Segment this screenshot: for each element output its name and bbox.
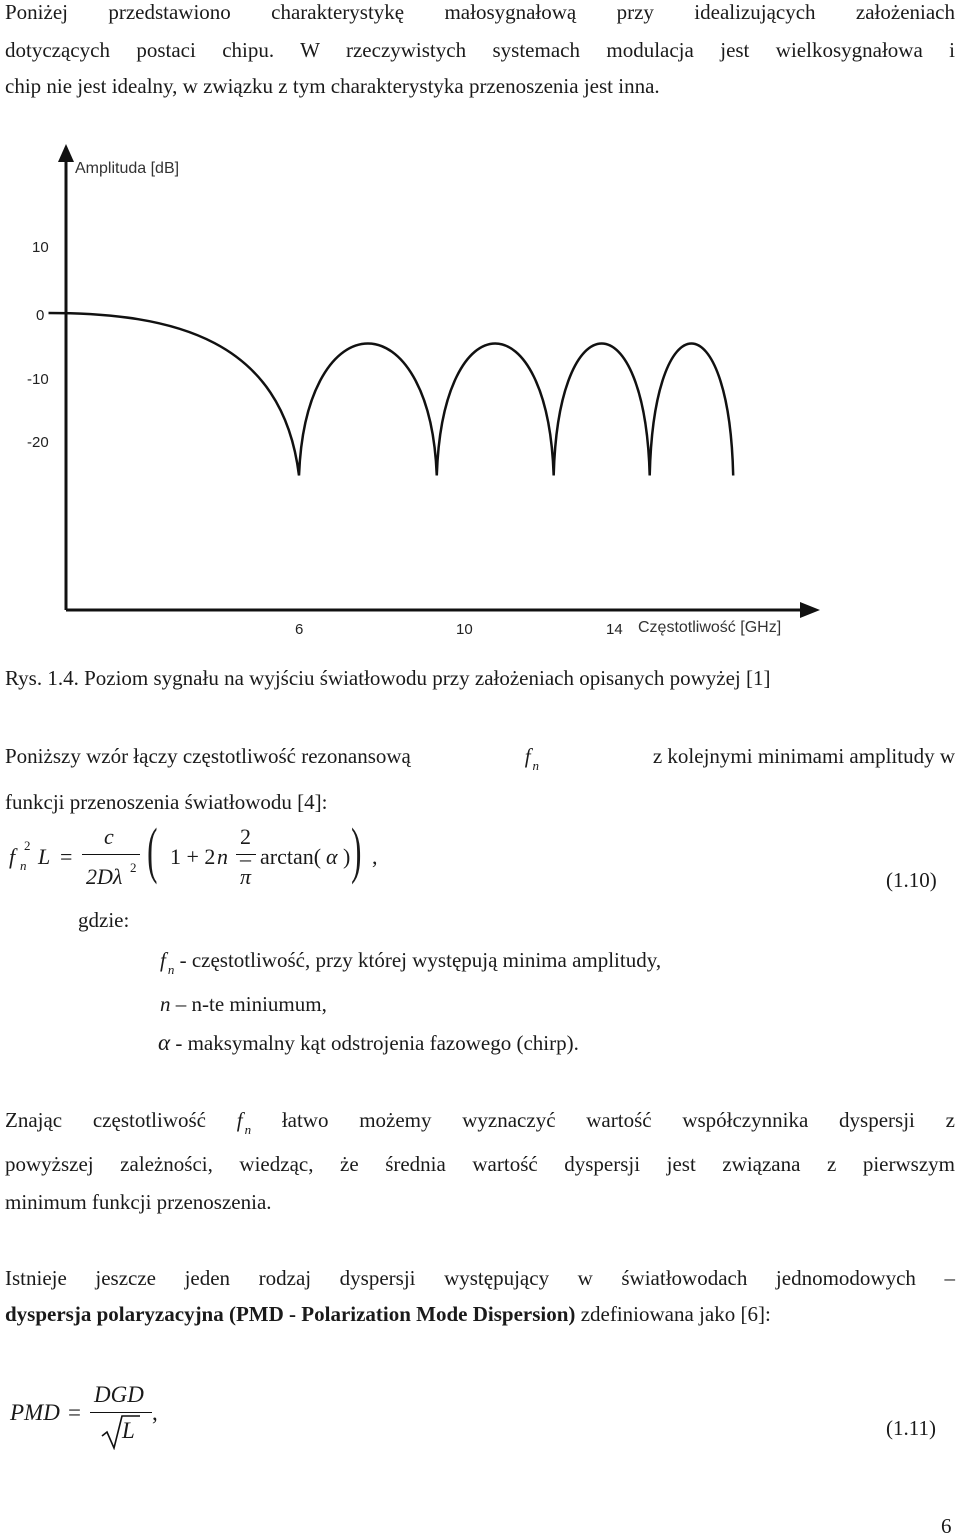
pmd-bold: dyspersja polaryzacyjna (PMD - Polarization Mode Dispersion) xyxy=(5,1302,576,1326)
para4-line-1: Istnieje jeszcze jeden rodzaj dyspersji występujący w światłowodach jednomodowych – xyxy=(5,1266,955,1290)
intro-text-1: Poniżej przedstawiono charakterystykę małosygnałową przy idealizujących założeniach xyxy=(5,0,955,24)
y-tick-0: 0 xyxy=(36,307,45,324)
x-axis-arrow xyxy=(800,602,820,618)
equation-1-11: PMD = DGD L , (1.11) xyxy=(0,1380,960,1460)
intro-line-1 xyxy=(5,0,955,25)
y-axis-label: Amplituda [dB] xyxy=(75,160,180,177)
para2-before: Poniższy wzór łączy częstotliwość rezonansową xyxy=(5,744,411,768)
where-label: gdzie: xyxy=(78,908,130,932)
x-tick-14: 14 xyxy=(606,621,623,638)
y-tick-minus20: -20 xyxy=(27,434,49,451)
intro-line-3: chip nie jest idealny, w związku z tym charakterystyka przenoszenia jest inna. xyxy=(5,74,660,98)
y-tick-minus10: -10 xyxy=(27,371,49,388)
where-item-n: n – n-te miniumum, xyxy=(160,992,327,1016)
para2-after: z kolejnymi minimami amplitudy w xyxy=(652,744,955,768)
para3-line-3: minimum funkcji przenoszenia. xyxy=(5,1190,272,1214)
series-line xyxy=(49,313,734,476)
para2-line-1 xyxy=(5,744,955,773)
x-tick-6: 6 xyxy=(295,621,304,638)
para2-line-2: funkcji przenoszenia światłowodu [4]: xyxy=(5,790,328,814)
para3-line-1: Znając częstotliwość f $_n$ łatwo możemy wyznaczyć wartość współczynnika dyspersji z xyxy=(5,1108,955,1137)
amplitude-chart xyxy=(0,140,960,790)
para4-line-2: dyspersja polaryzacyjna (PMD - Polarization Mode Dispersion) zdefiniowana jako [6]: xyxy=(5,1302,771,1326)
intro-line-2: dotyczących postaci chipu. W rzeczywistych systemach modulacja jest wielkosygnałowa i xyxy=(5,38,955,62)
where-item-fn: f $_n$ - częstotliwość, przy której występują minima amplitudy, xyxy=(160,948,662,977)
where-item-alpha: α - maksymalny kąt odstrojenia fazowego (chirp). xyxy=(158,1030,579,1055)
eq-number-1-11: (1.11) xyxy=(886,1416,936,1440)
y-axis-arrow xyxy=(58,144,74,162)
equation-1-10: f 2 n L = c 2Dλ 2 ( 1 + 2 n – 2 π arctan( α ) ) , (1.10) xyxy=(9,817,937,892)
left-paren: ( xyxy=(147,817,158,885)
eq-number-1-10: (1.10) xyxy=(886,868,937,892)
right-paren: ) xyxy=(351,817,362,885)
para3-line-2: powyższej zależności, wiedząc, że średnia wartość dyspersji jest związana z pierwszym xyxy=(5,1152,955,1176)
figure-caption: Rys. 1.4. Poziom sygnału na wyjściu światłowodu przy założeniach opisanych powyżej [1] xyxy=(5,666,771,690)
x-tick-10: 10 xyxy=(456,621,473,638)
y-tick-10: 10 xyxy=(32,239,49,256)
para2-symbol: f $_n$ xyxy=(524,744,540,773)
page-number: 6 xyxy=(941,1514,952,1538)
x-axis-label: Częstotliwość [GHz] xyxy=(638,619,782,636)
